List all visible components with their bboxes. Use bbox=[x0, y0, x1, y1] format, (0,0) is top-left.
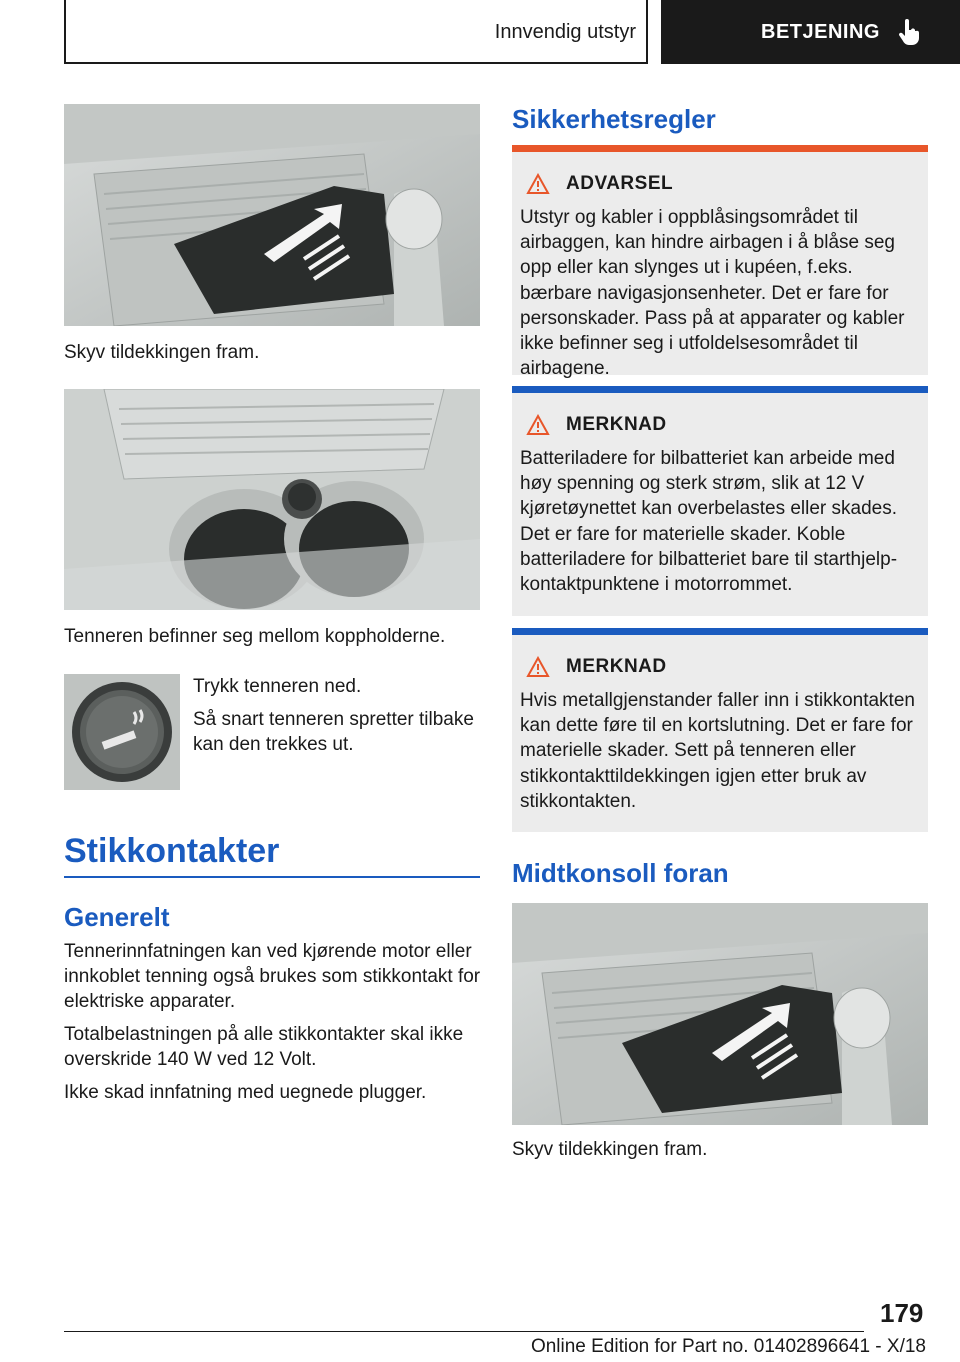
paragraph-1: Tennerinnfatningen kan ved kjørende motor eller innkoblet tenning også brukes som stikkontakt for elektriske apparater. bbox=[64, 941, 481, 1012]
notice-title-2: MERKNAD bbox=[566, 656, 667, 677]
lighter-step-2: Så snart tenneren spretter tilbake kan den trekkes ut. bbox=[193, 709, 474, 755]
footer-rule bbox=[64, 1331, 864, 1332]
paragraph-2: Totalbelastningen på alle stikkontakter skal ikke overskride 140 W ved 12 Volt. bbox=[64, 1024, 464, 1070]
lighter-button-photo bbox=[64, 674, 180, 790]
heading-midtkonsoll-foran: Midtkonsoll foran bbox=[512, 858, 729, 888]
page-number: 179 bbox=[880, 1298, 924, 1328]
notice-triangle-icon bbox=[526, 656, 550, 678]
section-rule bbox=[64, 876, 480, 878]
photo2-caption: Tenneren befinner seg mellom koppholderne. bbox=[64, 626, 446, 647]
warning-text: Utstyr og kabler i oppblåsingsområdet til airbaggen, kan hindre airbagen i å blåse seg opp eller kan slynges ut i kupéen, f.eks. bærbare navigasjonsenheter. Det er fare for personskader. Pass på at apparater og kabler ikke befinner seg i utfoldelsesområdet til airbagene. bbox=[520, 207, 905, 380]
warning-triangle-icon bbox=[526, 173, 550, 195]
warning-bar bbox=[512, 145, 928, 152]
notice-text-1: Batteriladere for bilbatteriet kan arbeide med høy spenning og sterk strøm, slik at 12 V kjøretøynettet kan overbelastes eller skades. Det er fare for materielle skader. Koble batteriladere for bilbatteriet bare til starthjelp-kontaktpunktene i motorrommet. bbox=[520, 448, 898, 596]
paragraph-3: Ikke skad innfatning med uegnede plugger. bbox=[64, 1082, 427, 1103]
footer-edition-text: Online Edition for Part no. 01402896641 - X/18 bbox=[530, 1336, 926, 1357]
section-heading-stikkontakter: Stikkontakter bbox=[64, 832, 280, 870]
header-section-title: Innvendig utstyr bbox=[494, 20, 636, 43]
heading-sikkerhetsregler: Sikkerhetsregler bbox=[512, 104, 716, 134]
warning-box bbox=[512, 145, 928, 380]
notice-text-2: Hvis metallgjenstander faller inn i stikkontakten kan dette føre til en kortslutning. Det er fare for materielle skader. Sett på tenneren eller stikkontakttildekkingen igjen etter bruk av stikkontakten. bbox=[520, 690, 915, 812]
hand-pointer-icon bbox=[898, 19, 920, 45]
header-chapter-title: BETJENING bbox=[761, 20, 880, 43]
subheading-generelt: Generelt bbox=[64, 902, 170, 932]
warning-title: ADVARSEL bbox=[566, 173, 674, 194]
notice-bar-1 bbox=[512, 386, 928, 393]
cupholder-photo bbox=[64, 389, 480, 610]
photo3-caption: Skyv tildekkingen fram. bbox=[512, 1139, 708, 1160]
notice-box-2 bbox=[512, 628, 928, 832]
photo1-caption: Skyv tildekkingen fram. bbox=[64, 342, 260, 363]
lighter-step-1: Trykk tenneren ned. bbox=[193, 676, 362, 697]
console-cover-photo-2 bbox=[512, 903, 928, 1125]
notice-title-1: MERKNAD bbox=[566, 414, 667, 435]
notice-box-1 bbox=[512, 386, 928, 616]
notice-bar-2 bbox=[512, 628, 928, 635]
header-chapter-tab bbox=[661, 0, 960, 64]
notice-triangle-icon bbox=[526, 414, 550, 436]
console-cover-photo-1 bbox=[64, 104, 480, 326]
